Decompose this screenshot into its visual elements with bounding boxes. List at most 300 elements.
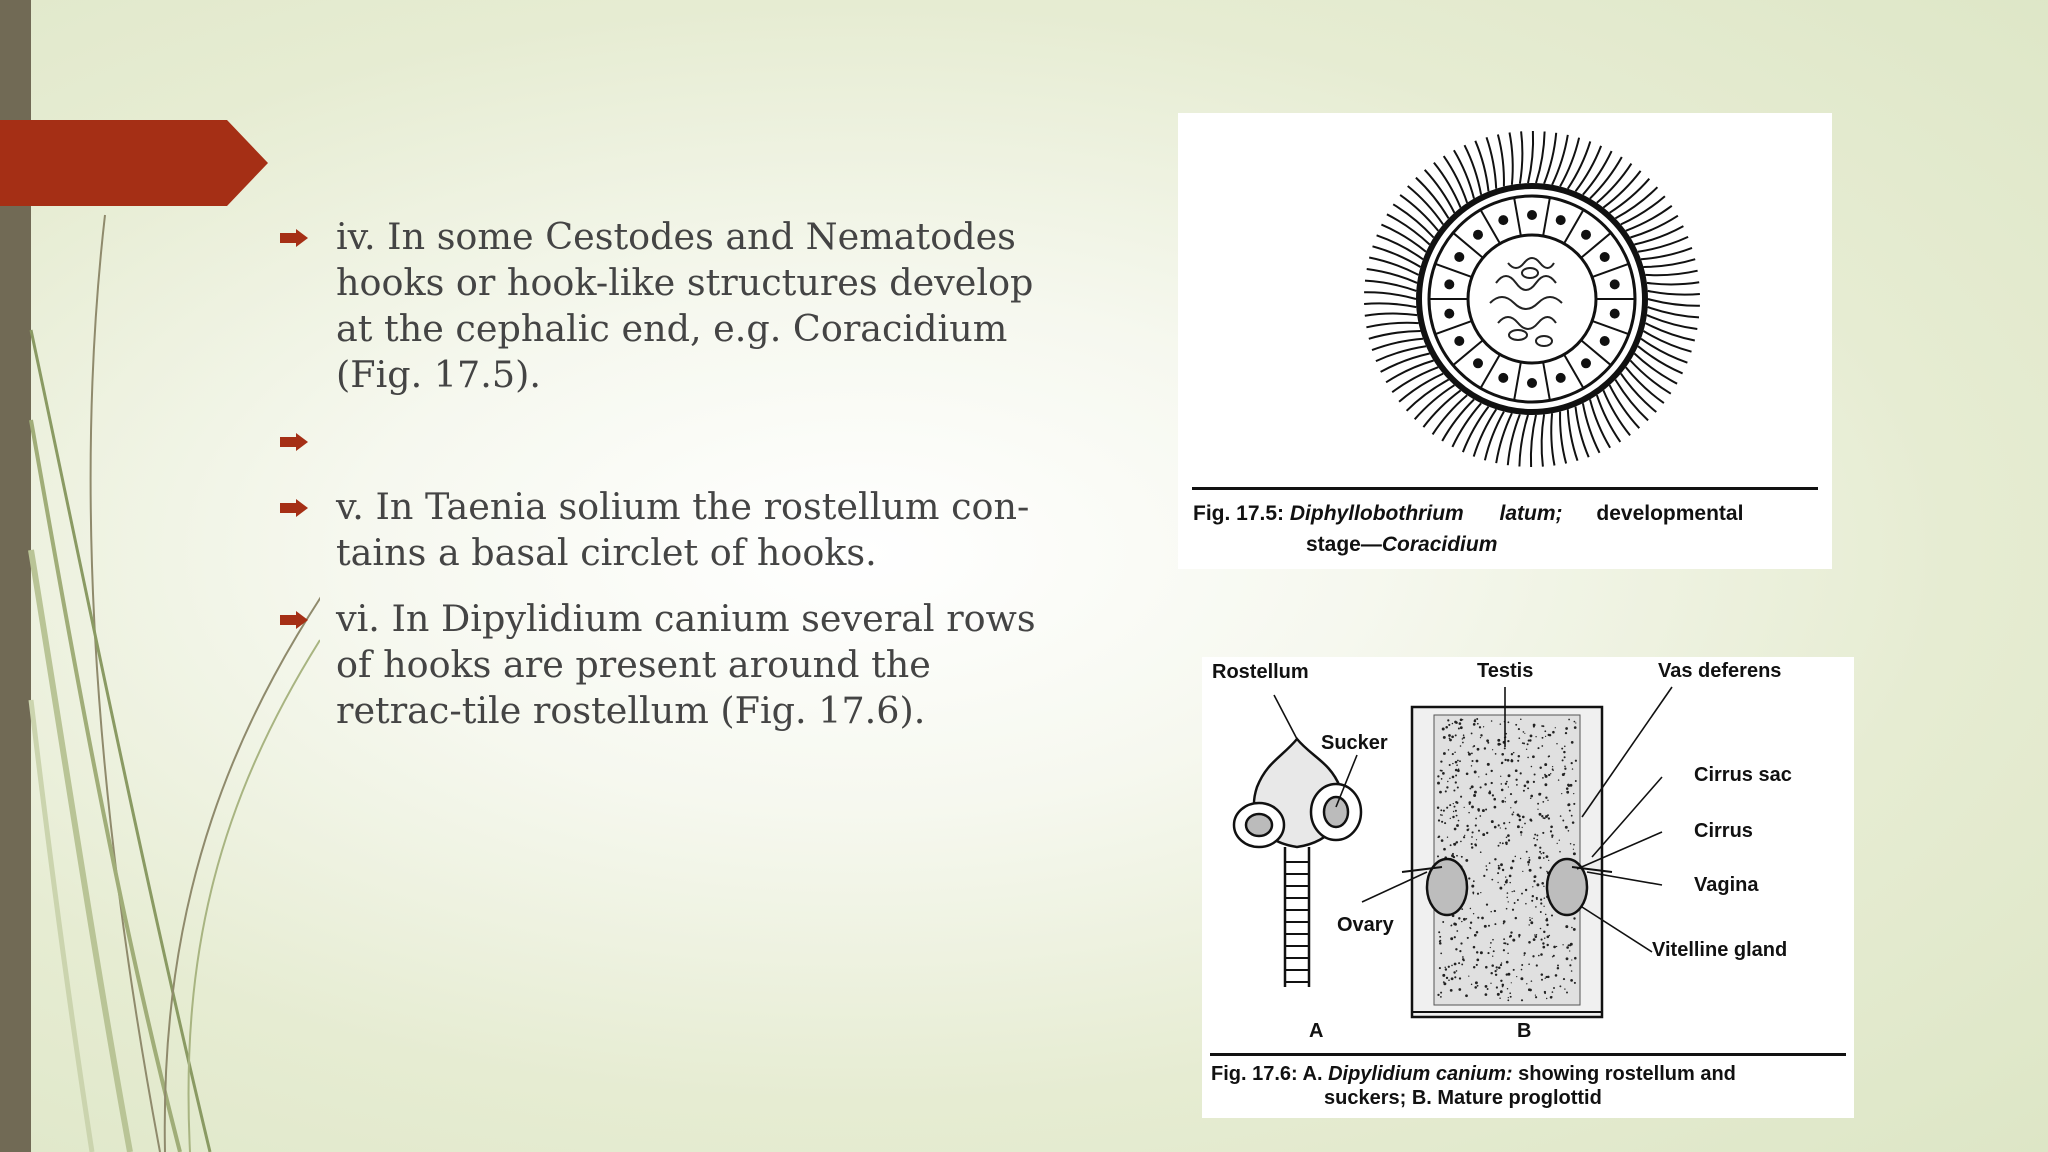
stipple-dot [1528,988,1531,991]
stipple-dot [1548,755,1550,757]
bullet-text: iv. In some Cestodes and Nematodes hooks or hook-like structures develop at the cephalic end, e.g. Coracidium (Fig. 17.5). [336,215,1034,396]
cilium [1638,237,1688,252]
stipple-dot [1550,773,1551,774]
stipple-dot [1486,903,1488,905]
stipple-dot [1574,957,1577,960]
cilium [1366,323,1418,328]
stipple-dot [1546,855,1549,858]
stipple-dot [1513,890,1515,892]
cilium [1536,132,1545,184]
stipple-dot [1547,976,1550,979]
stipple-dot [1442,728,1445,731]
stipple-dot [1524,955,1525,956]
stipple-dot [1453,789,1455,791]
stipple-dot [1474,791,1477,794]
stipple-dot [1471,760,1473,762]
stipple-dot [1516,801,1517,802]
stipple-dot [1473,745,1475,747]
cell-nucleus [1445,280,1453,288]
cell-wall [1592,321,1629,334]
figure2-caption-line1: Fig. 17.6: A. Dipylidium canium: showing rostellum and [1211,1063,1736,1085]
stipple-dot [1447,837,1448,838]
stipple-dot [1537,747,1539,749]
stipple-dot [1448,724,1450,726]
stipple-dot [1505,797,1506,798]
stipple-dot [1486,739,1489,742]
stipple-dot [1466,825,1468,827]
cell-wall [1564,210,1584,244]
stipple-dot [1453,811,1454,812]
label-a: A [1309,1020,1324,1042]
stipple-dot [1461,963,1463,965]
cilium [1542,414,1544,466]
stipple-dot [1464,835,1465,836]
stipple-dot [1497,993,1500,996]
stipple-dot [1469,803,1471,805]
stipple-dot [1457,769,1460,772]
stipple-dot [1455,781,1457,783]
stipple-dot [1535,996,1537,998]
stipple-dot [1484,925,1487,928]
stipple-dot [1462,719,1463,720]
stipple-dot [1574,721,1576,723]
stipple-dot [1536,839,1538,841]
cilium [1644,331,1692,352]
cilium [1528,131,1533,183]
stipple-dot [1476,839,1477,840]
stipple-dot [1494,806,1497,809]
stipple-dot [1521,999,1523,1001]
cilium [1560,138,1579,187]
stipple-dot [1563,751,1565,753]
stipple-dot [1542,725,1544,727]
cell-nucleus [1499,374,1507,382]
stipple-dot [1500,990,1503,993]
stipple-dot [1503,920,1506,923]
stipple-dot [1487,952,1489,954]
stipple-dot [1491,964,1494,967]
stipple-dot [1490,972,1492,974]
stipple-dot [1539,851,1541,853]
stipple-dot [1552,766,1553,767]
cilium [1647,282,1699,284]
stipple-dot [1541,939,1543,941]
stipple-dot [1533,938,1536,941]
stipple-dot [1530,797,1532,799]
stipple-dot [1510,996,1512,998]
stipple-dot [1545,919,1548,922]
stipple-dot [1456,824,1459,827]
stipple-dot [1536,934,1538,936]
stipple-dot [1527,743,1529,745]
stipple-dot [1501,962,1502,963]
stipple-dot [1460,718,1463,721]
stipple-dot [1496,966,1498,968]
stipple-dot [1481,917,1484,920]
stipple-dot [1572,821,1575,824]
stipple-dot [1509,822,1511,824]
stipple-dot [1473,913,1474,914]
stipple-dot [1551,836,1553,838]
stipple-dot [1487,988,1489,990]
stipple-dot [1566,957,1569,960]
stipple-dot [1543,857,1545,859]
stipple-dot [1456,930,1458,932]
stipple-dot [1568,719,1570,721]
cell-nucleus [1474,231,1482,239]
stipple-dot [1479,726,1481,728]
stipple-dot [1507,952,1509,954]
stipple-dot [1501,789,1504,792]
stipple-dot [1479,815,1481,817]
stipple-dot [1471,843,1473,845]
stipple-dot [1564,746,1566,748]
stipple-dot [1540,953,1543,956]
stipple-dot [1494,910,1496,912]
stipple-dot [1559,840,1560,841]
stipple-dot [1506,961,1509,964]
stipple-dot [1501,753,1504,756]
stipple-dot [1535,736,1536,737]
stipple-dot [1559,985,1561,987]
cilium [1520,131,1522,183]
stipple-dot [1473,946,1476,949]
stipple-dot [1450,989,1453,992]
stipple-dot [1498,867,1501,870]
arrow-bullet-icon [280,433,308,451]
stipple-dot [1564,766,1566,768]
stipple-dot [1441,821,1443,823]
stipple-dot [1501,783,1503,785]
stipple-dot [1440,953,1442,955]
bullet-item-empty [278,418,1038,464]
stipple-dot [1536,883,1539,886]
stipple-dot [1437,807,1439,809]
cell-wall [1543,198,1550,236]
label-vitelline-gland: Vitelline gland [1652,939,1788,961]
stipple-dot [1471,836,1473,838]
stipple-dot [1531,766,1533,768]
stipple-dot [1529,924,1530,925]
stipple-dot [1471,753,1473,755]
title-pennant [0,120,270,206]
stipple-dot [1493,950,1495,952]
stipple-dot [1450,818,1451,819]
stipple-dot [1499,842,1501,844]
stipple-dot [1437,994,1439,996]
stipple-dot [1573,852,1576,855]
stipple-dot [1529,919,1531,921]
stipple-dot [1561,793,1562,794]
stipple-dot [1566,946,1569,949]
stipple-dot [1442,921,1444,923]
cilium [1544,133,1556,184]
cell-wall [1514,362,1521,400]
stipple-dot [1548,774,1550,776]
stipple-dot [1443,848,1446,851]
stipple-dot [1503,822,1505,824]
stipple-dot [1507,759,1510,762]
cell-nucleus [1601,253,1609,261]
stipple-dot [1454,828,1457,831]
stipple-dot [1454,751,1456,753]
stipple-dot [1545,914,1547,916]
stipple-dot [1541,815,1543,817]
stipple-dot [1538,856,1541,859]
label-cirrus-sac: Cirrus sac [1694,764,1792,786]
stipple-dot [1571,927,1573,929]
stipple-dot [1448,734,1451,737]
stipple-dot [1486,832,1488,834]
stipple-dot [1480,951,1483,954]
stipple-dot [1483,726,1484,727]
stipple-dot [1474,843,1476,845]
stipple-dot [1455,761,1458,764]
stipple-dot [1535,935,1538,938]
stipple-dot [1491,782,1493,784]
stipple-dot [1478,810,1480,812]
stipple-dot [1521,964,1523,966]
stipple-dot [1439,791,1442,794]
stipple-dot [1503,942,1505,944]
stipple-dot [1540,899,1542,901]
stipple-dot [1444,967,1445,968]
stipple-dot [1508,997,1509,998]
stipple-dot [1443,981,1445,983]
stipple-dot [1471,885,1474,888]
stipple-dot [1538,955,1540,957]
arrow-bullet-icon [280,499,308,517]
stipple-dot [1531,918,1532,919]
stipple-dot [1542,946,1545,949]
label-vagina: Vagina [1694,874,1759,896]
cell-wall [1543,362,1550,400]
figure-dipylidium [1202,657,1854,1118]
stipple-dot [1500,863,1503,866]
label-rostellum: Rostellum [1212,661,1309,683]
stipple-dot [1569,950,1570,951]
stipple-dot [1529,857,1530,858]
stipple-dot [1485,966,1488,969]
stipple-dot [1468,753,1471,756]
stipple-dot [1475,981,1478,984]
stipple-dot [1446,807,1448,809]
stipple-dot [1517,760,1519,762]
stipple-dot [1468,828,1469,829]
stipple-dot [1528,941,1531,944]
stipple-dot [1475,824,1477,826]
stipple-dot [1533,876,1535,878]
stipple-dot [1557,843,1558,844]
stipple-dot [1503,949,1505,951]
stipple-dot [1571,762,1573,764]
stipple-dot [1539,847,1541,849]
stipple-dot [1544,783,1547,786]
stipple-dot [1450,937,1453,940]
stipple-dot [1445,968,1447,970]
stipple-dot [1476,959,1479,962]
stipple-dot [1500,723,1502,725]
label-vas-deferens: Vas deferens [1658,660,1782,682]
stipple-dot [1517,825,1520,828]
stipple-dot [1452,776,1455,779]
stipple-dot [1526,749,1527,750]
stipple-dot [1455,801,1457,803]
stipple-dot [1502,986,1504,988]
stipple-dot [1565,826,1568,829]
stipple-dot [1510,807,1511,808]
stipple-dot [1532,755,1535,758]
stipple-dot [1490,947,1491,948]
stipple-dot [1508,839,1510,841]
cilium [1364,292,1416,299]
stipple-dot [1495,753,1497,755]
stipple-dot [1566,787,1569,790]
stipple-dot [1564,756,1566,758]
cell-nucleus [1445,310,1453,318]
stipple-dot [1447,781,1448,782]
stipple-dot [1540,793,1542,795]
bullet-text: vi. In Dipylidium canium several rows of hooks are present around the retrac-tile rostellum (Fig. 17.6). [336,597,1036,732]
stipple-dot [1550,830,1552,832]
stipple-dot [1453,856,1455,858]
stipple-dot [1511,753,1513,755]
stipple-dot [1462,956,1464,958]
stipple-dot [1573,917,1575,919]
stipple-dot [1507,740,1509,742]
stipple-dot [1571,970,1573,972]
dipylidium-illustration [1202,657,1854,1057]
stipple-dot [1496,969,1497,970]
stipple-dot [1456,970,1458,972]
stipple-dot [1541,979,1543,981]
stipple-dot [1476,760,1479,763]
stipple-dot [1470,922,1472,924]
stipple-dot [1501,800,1504,803]
stipple-dot [1440,809,1442,811]
stipple-dot [1469,788,1471,790]
stipple-dot [1520,719,1522,721]
stipple-dot [1485,809,1487,811]
stipple-dot [1540,867,1542,869]
stipple-dot [1548,817,1550,819]
stipple-dot [1529,739,1531,741]
cell-wall [1481,354,1501,388]
stipple-dot [1522,871,1523,872]
stipple-dot [1558,779,1559,780]
figure1-caption-line2: stage—Coracidium [1306,533,1498,556]
stipple-dot [1456,855,1458,857]
label-cirrus: Cirrus [1694,820,1753,842]
stipple-dot [1459,950,1461,952]
figure2-caption-rule [1210,1053,1846,1056]
stipple-dot [1524,785,1527,788]
stipple-dot [1516,784,1518,786]
stipple-dot [1564,768,1566,770]
stipple-dot [1492,794,1494,796]
figure1-caption-line1: Fig. 17.5: Diphyllobothrium latum; developmental [1193,502,1744,525]
stipple-dot [1494,970,1496,972]
stipple-dot [1466,918,1468,920]
stipple-dot [1510,759,1513,762]
stipple-dot [1543,906,1544,907]
cilium [1551,413,1554,465]
stipple-dot [1517,899,1519,901]
stipple-dot [1473,893,1474,894]
stipple-dot [1491,879,1493,881]
stipple-dot [1574,982,1576,984]
cell-wall [1592,264,1629,277]
stipple-dot [1555,727,1556,728]
stipple-dot [1492,939,1494,941]
stipple-dot [1504,884,1505,885]
stipple-dot [1471,805,1474,808]
stipple-dot [1476,718,1478,720]
stipple-dot [1544,897,1546,899]
cilium [1648,299,1700,306]
stipple-dot [1534,773,1536,775]
stipple-dot [1571,959,1572,960]
stipple-dot [1439,936,1441,938]
stipple-dot [1460,841,1462,843]
stipple-dot [1462,958,1464,960]
stipple-dot [1533,837,1535,839]
stipple-dot [1507,999,1509,1001]
stipple-dot [1458,988,1461,991]
stipple-dot [1463,736,1465,738]
stipple-dot [1476,951,1478,953]
stipple-dot [1528,963,1530,965]
stipple-dot [1520,858,1521,859]
stipple-dot [1452,723,1454,725]
stipple-dot [1521,834,1522,835]
stipple-dot [1508,774,1511,777]
stipple-dot [1457,786,1459,788]
stipple-dot [1528,864,1530,866]
stipple-dot [1512,939,1515,942]
stipple-dot [1453,843,1454,844]
stipple-dot [1536,964,1538,966]
stipple-dot [1544,730,1546,732]
stipple-dot [1542,737,1544,739]
stipple-dot [1441,839,1444,842]
stipple-dot [1484,747,1486,749]
stipple-dot [1468,812,1470,814]
stipple-dot [1461,908,1463,910]
stipple-dot [1515,769,1518,772]
stipple-dot [1459,977,1461,979]
stipple-dot [1546,998,1547,999]
stipple-dot [1550,825,1553,828]
stipple-dot [1541,745,1543,747]
bullet-list [278,214,1038,754]
stipple-dot [1552,731,1555,734]
stipple-dot [1506,908,1508,910]
stipple-dot [1505,801,1506,802]
stipple-dot [1453,922,1456,925]
stipple-dot [1562,820,1564,822]
stipple-dot [1448,749,1450,751]
stipple-dot [1468,877,1470,879]
stipple-dot [1480,737,1481,738]
stipple-dot [1540,928,1542,930]
stipple-dot [1456,841,1458,843]
stipple-dot [1460,942,1462,944]
stipple-dot [1556,743,1557,744]
stipple-dot [1498,824,1500,826]
stipple-dot [1473,880,1475,882]
stipple-dot [1530,735,1533,738]
